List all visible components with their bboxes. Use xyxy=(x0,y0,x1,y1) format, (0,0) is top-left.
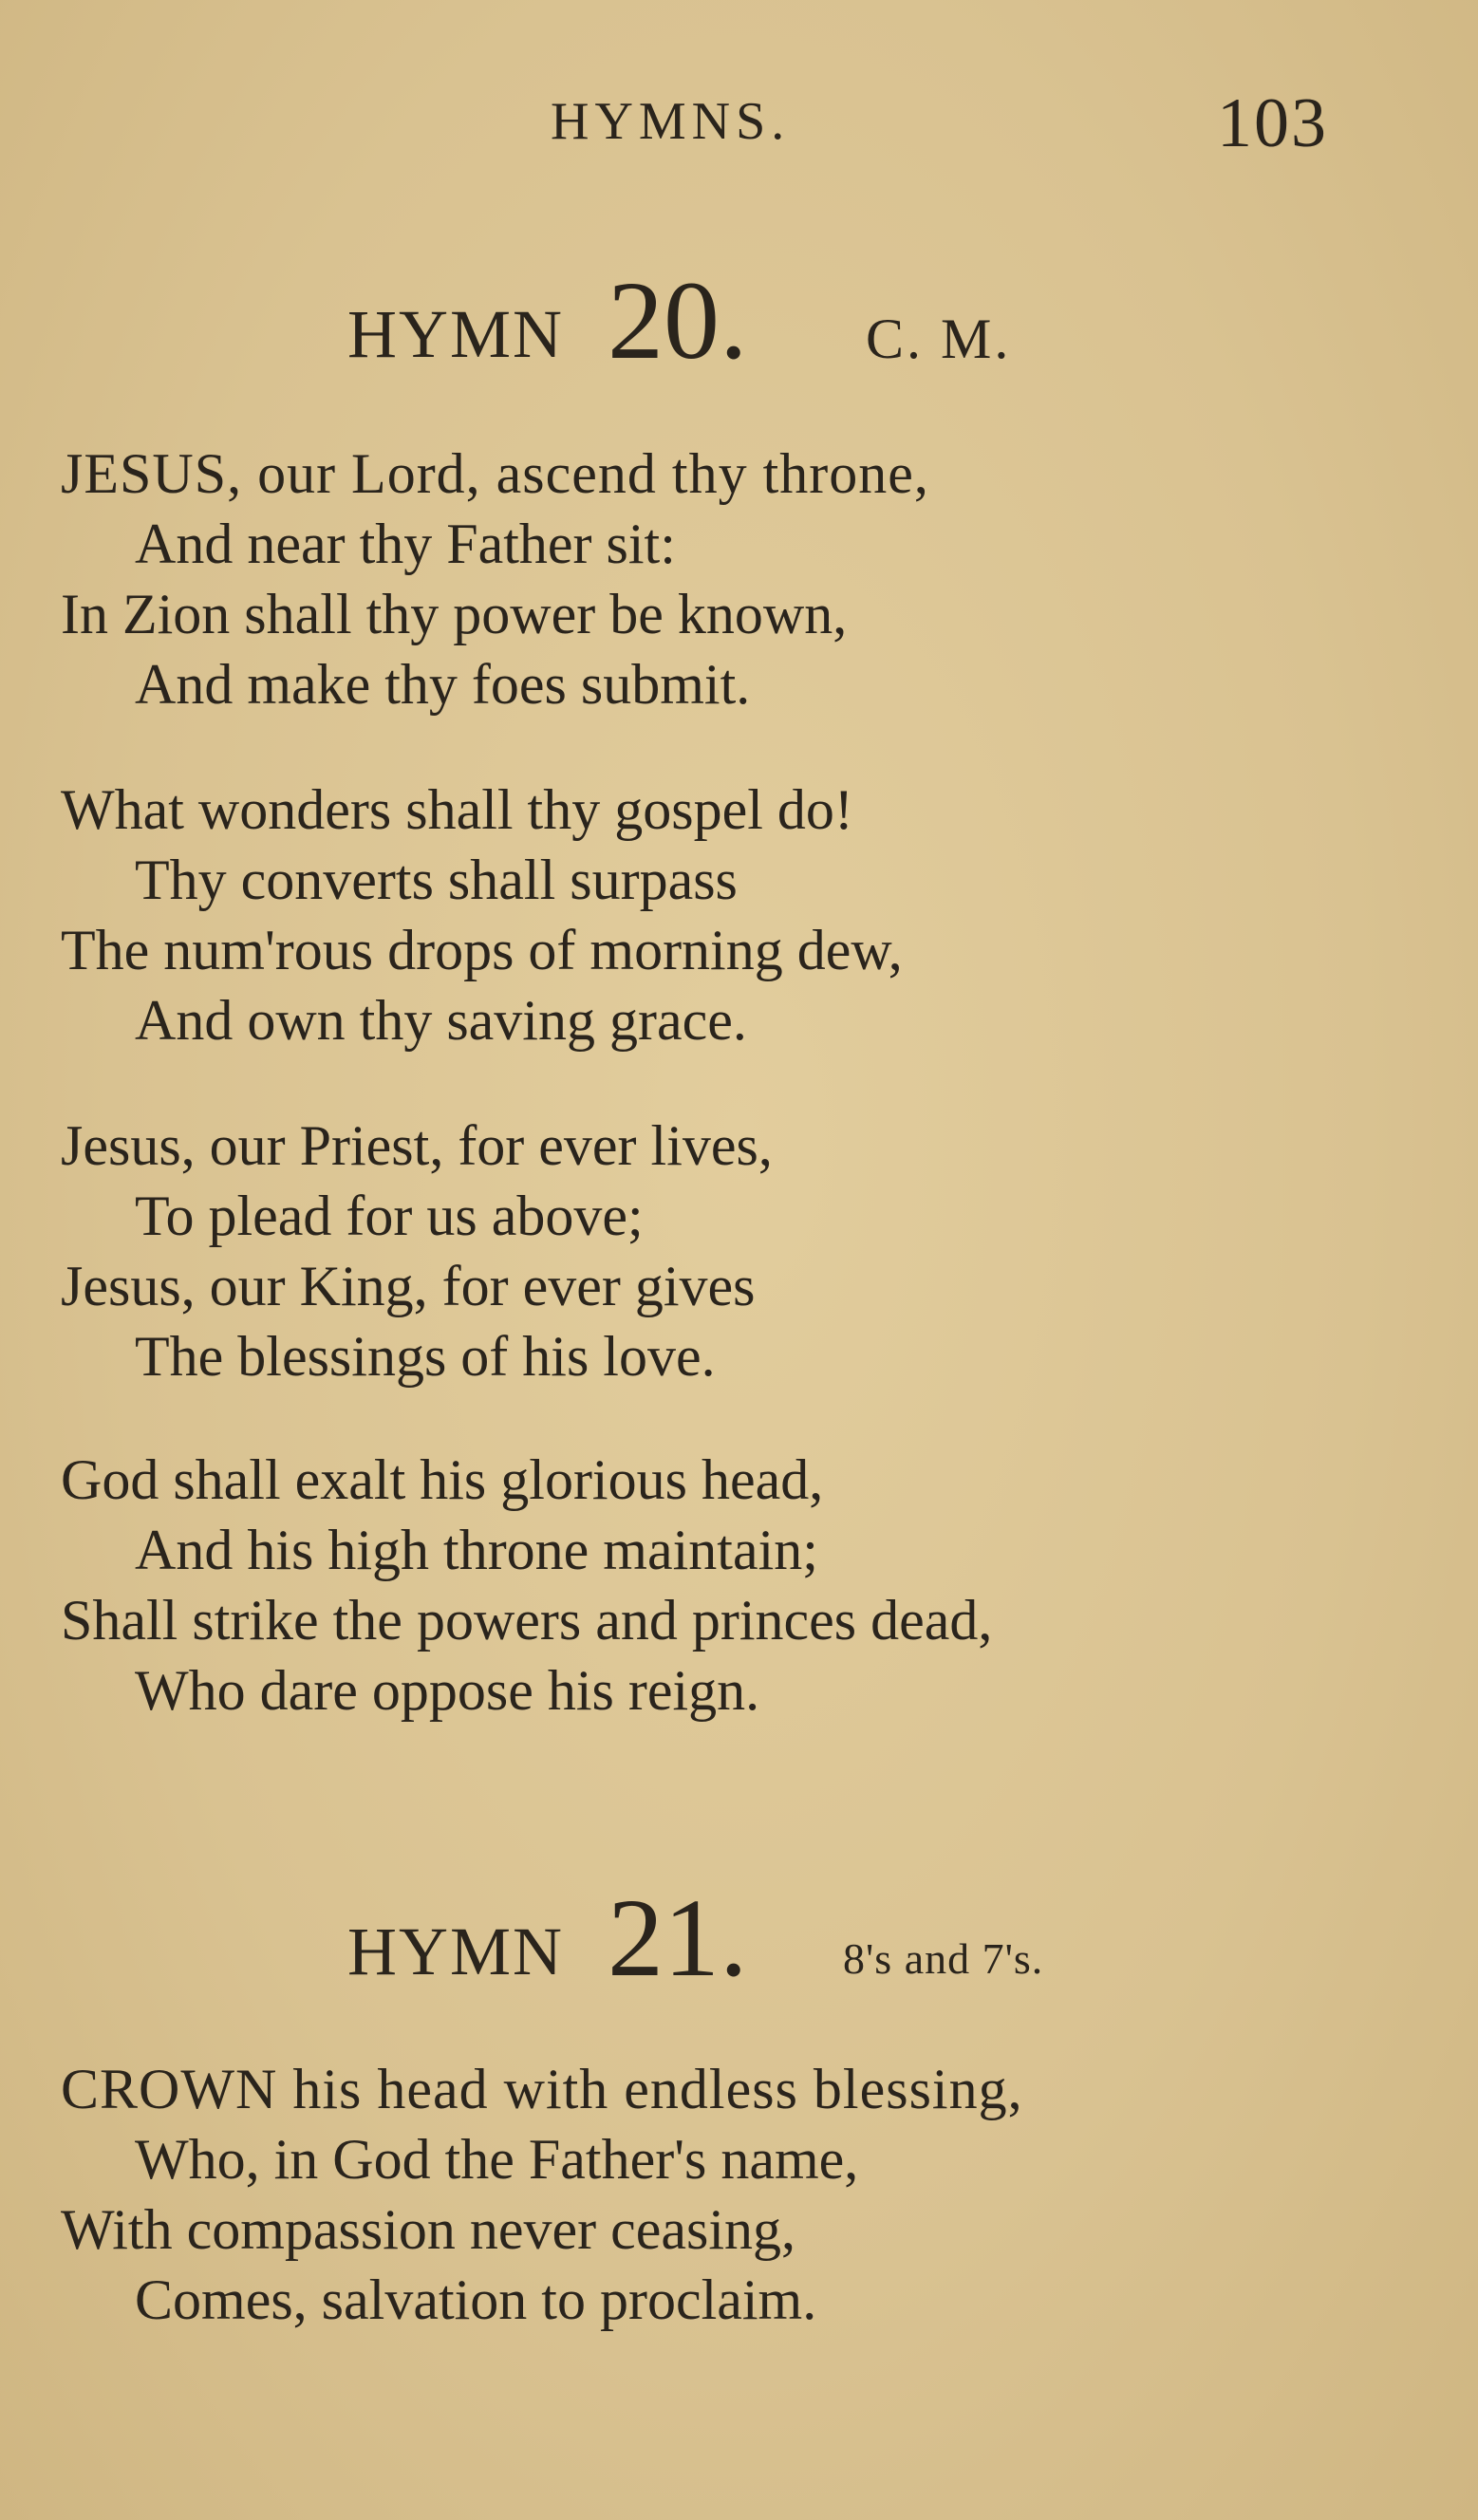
hymn-number: 21. xyxy=(608,1876,748,2000)
hymn-20-stanza-3 xyxy=(61,1111,1428,1391)
hymn-20-stanza-1 xyxy=(61,439,1428,719)
hymn-20-stanza-4 xyxy=(61,1445,1428,1726)
hymn-label: HYMN xyxy=(347,1913,565,1989)
hymn-meter: C. M. xyxy=(866,308,1012,370)
verse-line: CROWN his head with endless blessing, xyxy=(61,2058,1023,2120)
running-head xyxy=(0,84,1478,162)
verse-line: God shall exalt his glorious head, xyxy=(61,1448,824,1511)
hymn-meter: 8's and 7's. xyxy=(843,1934,1044,1983)
hymn-number: 20. xyxy=(608,258,748,383)
verse-line: Jesus, our Priest, for ever lives, xyxy=(61,1114,773,1177)
verse-line: JESUS, our Lord, ascend thy throne, xyxy=(61,442,929,505)
hymn-21-heading xyxy=(0,1876,1478,2008)
page-number: 103 xyxy=(1217,84,1328,162)
hymn-20-stanza-2 xyxy=(61,775,1428,1055)
verse-line: Comes, salvation to proclaim. xyxy=(135,2268,817,2331)
verse-line: The blessings of his love. xyxy=(135,1325,716,1388)
verse-line: Who, in God the Father's name, xyxy=(135,2128,859,2191)
verse-line: With compassion never ceasing, xyxy=(61,2198,796,2261)
hymn-label: HYMN xyxy=(347,296,565,372)
hymn-20-heading xyxy=(0,258,1478,391)
hymn-21-stanza-1 xyxy=(61,2054,1428,2335)
verse-line: And make thy foes submit. xyxy=(135,653,751,716)
verse-line: And own thy saving grace. xyxy=(135,989,747,1052)
verse-line: Who dare oppose his reign. xyxy=(135,1659,760,1722)
verse-line: Thy converts shall surpass xyxy=(135,849,738,911)
verse-line: And near thy Father sit: xyxy=(135,513,676,575)
verse-line: In Zion shall thy power be known, xyxy=(61,583,848,645)
verse-line: What wonders shall thy gospel do! xyxy=(61,778,853,841)
verse-line: To plead for us above; xyxy=(135,1185,644,1247)
verse-line: And his high throne maintain; xyxy=(135,1519,818,1581)
verse-line: The num'rous drops of morning dew, xyxy=(61,919,903,981)
verse-line: Shall strike the powers and princes dead, xyxy=(61,1589,993,1652)
running-title: HYMNS. xyxy=(551,92,791,151)
verse-line: Jesus, our King, for ever gives xyxy=(61,1255,756,1317)
